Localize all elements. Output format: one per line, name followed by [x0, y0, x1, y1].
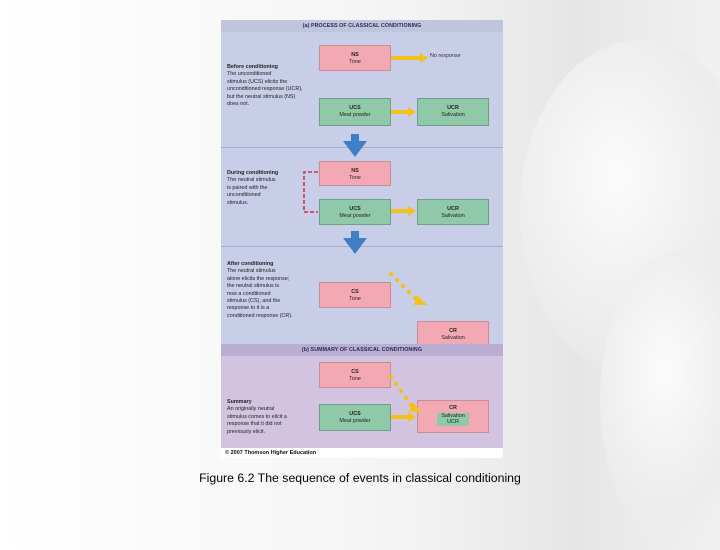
before-line: but the neutral stimulus (NS)	[227, 93, 296, 100]
during-line: unconditioned	[227, 192, 261, 199]
summary-line: response that it did not	[227, 421, 282, 428]
cr-sub: Salivation	[441, 334, 465, 341]
after-line: The neutral stimulus	[227, 268, 276, 275]
yellow-arrow-before-ucs	[391, 107, 416, 117]
down-arrow-1	[343, 134, 367, 157]
ucr-label: UCR	[447, 105, 459, 111]
ucs-sub: Meat powder	[339, 417, 371, 424]
after-line: conditioned response (CR).	[227, 312, 293, 319]
dotted-arrow-after	[389, 272, 427, 305]
ns-sub: Tone	[349, 174, 361, 181]
before-line: stimulus (UCS) elicits the	[227, 78, 288, 85]
before-heading: Before conditioning	[227, 64, 278, 70]
after-line: now a conditioned	[227, 290, 271, 297]
after-line: stimulus (CS), and the	[227, 298, 281, 305]
before-line: unconditioned response (UCR),	[227, 86, 303, 93]
summary-heading: Summary	[227, 399, 252, 405]
cs-label: CS	[351, 369, 359, 375]
yellow-arrow-before-ns	[391, 53, 428, 63]
no-response-label: No response	[430, 53, 461, 59]
summary-line: previously elicit.	[227, 428, 266, 435]
before-line: does not.	[227, 101, 250, 108]
cs-sub: Tone	[349, 295, 361, 302]
after-heading: After conditioning	[227, 261, 274, 267]
summary-line: stimulus comes to elicit a	[227, 413, 287, 420]
copyright-notice: © 2007 Thomson Higher Education	[225, 450, 317, 456]
figure-caption: Figure 6.2 The sequence of events in classical conditioning	[199, 471, 521, 485]
ucr-sub: UCR	[447, 419, 459, 426]
cr-label: CR	[449, 405, 457, 411]
ns-label: NS	[351, 168, 359, 174]
ucs-label: UCS	[349, 206, 361, 212]
ucs-label: UCS	[349, 411, 361, 417]
yellow-arrow-summary-ucs	[391, 412, 416, 422]
during-line: The neutral stimulus	[227, 177, 276, 184]
cs-label: CS	[351, 289, 359, 295]
diagram-arrows	[221, 20, 503, 458]
during-line: is paired with the	[227, 184, 268, 191]
classical-conditioning-figure	[221, 20, 503, 458]
dotted-arrow-summary	[389, 375, 422, 413]
during-line: stimulus.	[227, 199, 249, 206]
down-arrow-2	[343, 231, 367, 254]
cr-label: CR	[449, 328, 457, 334]
pairing-bracket	[304, 172, 318, 212]
ucr-label: UCR	[447, 206, 459, 212]
after-line: the neutral stimulus is	[227, 283, 280, 290]
cr-sub: Salivation	[441, 412, 465, 419]
ucr-sub: Salivation	[441, 212, 465, 219]
during-heading: During conditioning	[227, 170, 279, 176]
cs-sub: Tone	[349, 375, 361, 382]
ucr-sub: Salivation	[441, 111, 465, 118]
after-line: response to it is a	[227, 305, 270, 312]
before-line: The unconditioned	[227, 71, 272, 78]
yellow-arrow-during-ucs	[391, 206, 416, 216]
ucs-sub: Meat powder	[339, 111, 371, 118]
ucs-sub: Meat powder	[339, 212, 371, 219]
ucs-label: UCS	[349, 105, 361, 111]
summary-line: An originally neutral	[227, 406, 275, 413]
ns-label: NS	[351, 52, 359, 58]
after-line: alone elicits the response;	[227, 275, 290, 282]
section-a-title: (a) PROCESS OF CLASSICAL CONDITIONING	[221, 20, 503, 32]
ns-sub: Tone	[349, 58, 361, 65]
section-b-title: (b) SUMMARY OF CLASSICAL CONDITIONING	[221, 344, 503, 356]
